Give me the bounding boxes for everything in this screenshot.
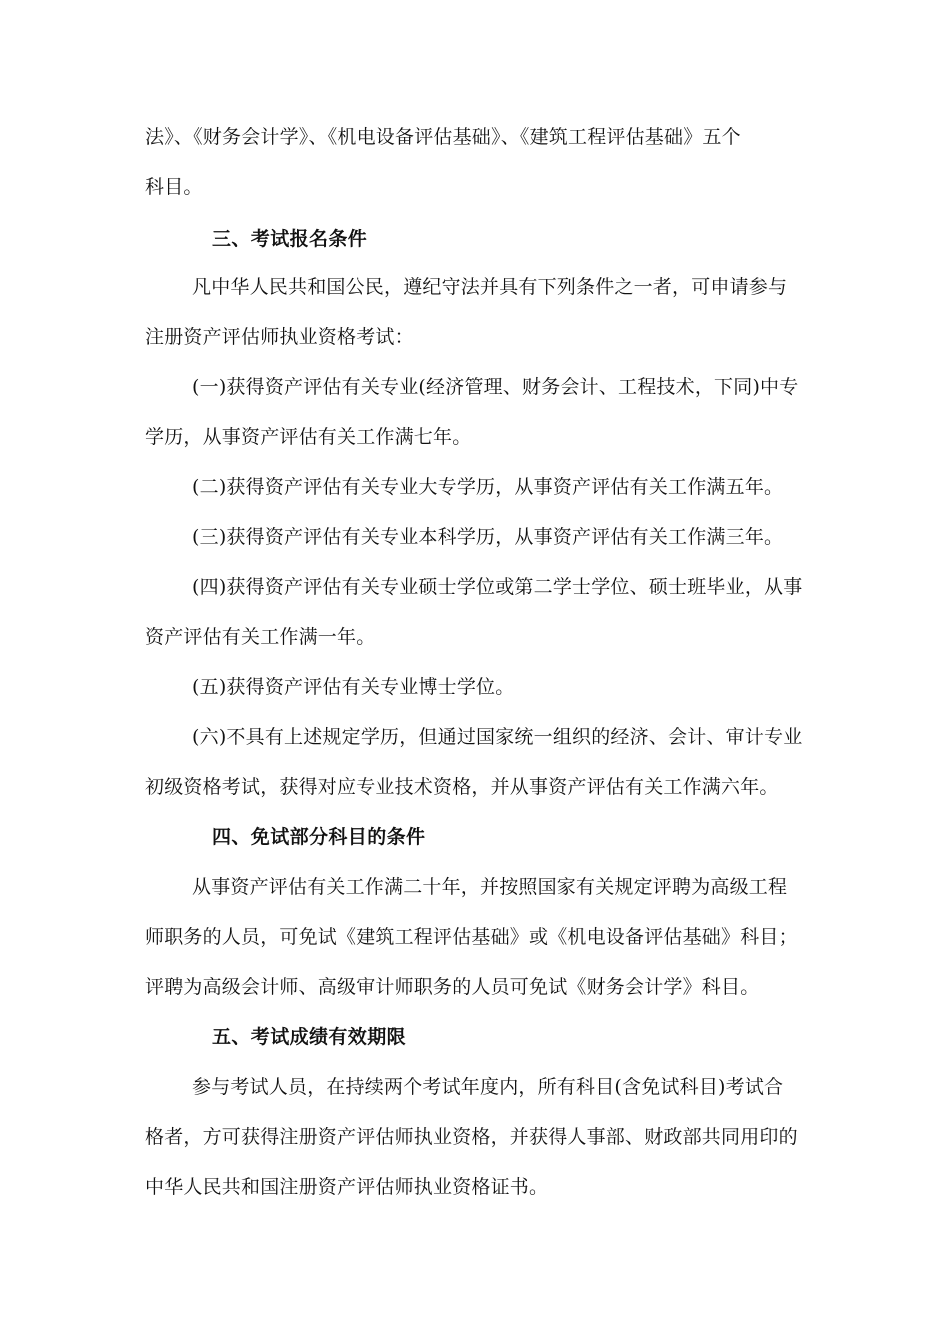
text-line: 从事资产评估有关工作满二十年，并按照国家有关规定评聘为高级工程 [192,876,788,898]
text-line: 师职务的人员，可免试《建筑工程评估基础》或《机电设备评估基础》科目； [145,926,798,948]
list-item-line: (四)获得资产评估有关专业硕士学位或第二学士学位、硕士班毕业，从事 [192,576,803,598]
list-item-line: (三)获得资产评估有关专业本科学历，从事资产评估有关工作满三年。 [192,526,784,548]
text-line: 中华人民共和国注册资产评估师执业资格证书。 [145,1176,549,1198]
list-item-line: (六)不具有上述规定学历，但通过国家统一组织的经济、会计、审计专业 [192,726,803,748]
text-line: 评聘为高级会计师、高级审计师职务的人员可免试《财务会计学》科目。 [145,976,760,998]
text-line: 科目。 [145,176,203,198]
text-line: 凡中华人民共和国公民，遵纪守法并具有下列条件之一者，可申请参与 [192,276,788,298]
list-item-line: (一)获得资产评估有关专业(经济管理、财务会计、工程技术，下同)中专 [192,376,799,398]
section-heading: 四、免试部分科目的条件 [212,826,426,848]
list-item-line: (五)获得资产评估有关专业博士学位。 [192,676,515,698]
text-line: 注册资产评估师执业资格考试： [145,326,414,348]
list-item-line: (二)获得资产评估有关专业大专学历，从事资产评估有关工作满五年。 [192,476,784,498]
text-line: 学历，从事资产评估有关工作满七年。 [145,426,472,448]
text-line: 资产评估有关工作满一年。 [145,626,376,648]
text-line: 格者，方可获得注册资产评估师执业资格，并获得人事部、财政部共同用印的 [145,1126,798,1148]
section-heading: 三、考试报名条件 [212,228,368,250]
text-line: 参与考试人员，在持续两个考试年度内，所有科目(含免试科目)考试合 [192,1076,784,1098]
text-line: 初级资格考试，获得对应专业技术资格，并从事资产评估有关工作满六年。 [145,776,779,798]
section-heading: 五、考试成绩有效期限 [212,1026,407,1048]
text-line: 法》、《财务会计学》、《机电设备评估基础》、《建筑工程评估基础》五个 [145,126,741,148]
